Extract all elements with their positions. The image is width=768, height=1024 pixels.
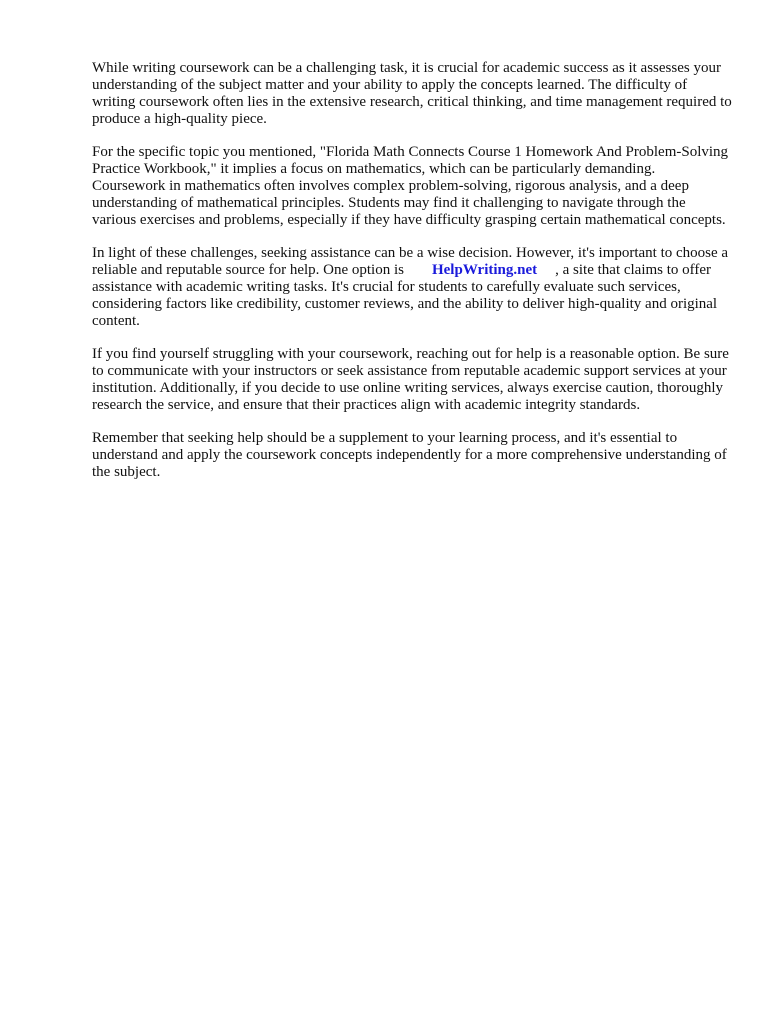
paragraph-intro: While writing coursework can be a challenging task, it is crucial for academic success as it assesses your understanding of the subject matter and your ability to apply the concepts learned. The difficulty of writing coursework often lies in the extensive research, critical thinking, and time management required to produce a high-quality piece. [92, 60, 732, 127]
paragraph-assistance [92, 245, 732, 330]
paragraph-assistance-after: , a site that claims to offer assistance with academic writing tasks. It's crucial for students to carefully evaluate such services, considering factors like credibility, customer reviews, and the ability to deliver high-quality and original content. [92, 262, 718, 329]
paragraph-topic: For the specific topic you mentioned, "Florida Math Connects Course 1 Homework And Problem-Solving Practice Workbook," it implies a focus on mathematics, which can be particularly demanding. Coursework in mathematics often involves complex problem-solving, rigorous analysis, and a deep understanding of mathematical principles. Students may find it challenging to navigate through the various exercises and problems, especially if they have difficulty grasping certain mathematical concepts. [92, 144, 729, 228]
document-page [92, 60, 732, 497]
paragraph-assistance-before: In light of these challenges, seeking assistance can be a wise decision. However, it's important to choose a reliable and reputable source for help. One option is [92, 245, 729, 278]
paragraph-struggling: If you find yourself struggling with your coursework, reaching out for help is a reasonable option. Be sure to communicate with your instructors or seek assistance from reputable academic support services at your institution. Additionally, if you decide to use online writing services, always exercise caution, thoroughly research the service, and ensure that their practices align with academic integrity standards. [92, 346, 729, 413]
helpwriting-link[interactable]: HelpWriting.net [431, 262, 538, 278]
paragraph-remember: Remember that seeking help should be a supplement to your learning process, and it's essential to understand and apply the coursework concepts independently for a more comprehensive understanding of the subject. [92, 430, 727, 480]
